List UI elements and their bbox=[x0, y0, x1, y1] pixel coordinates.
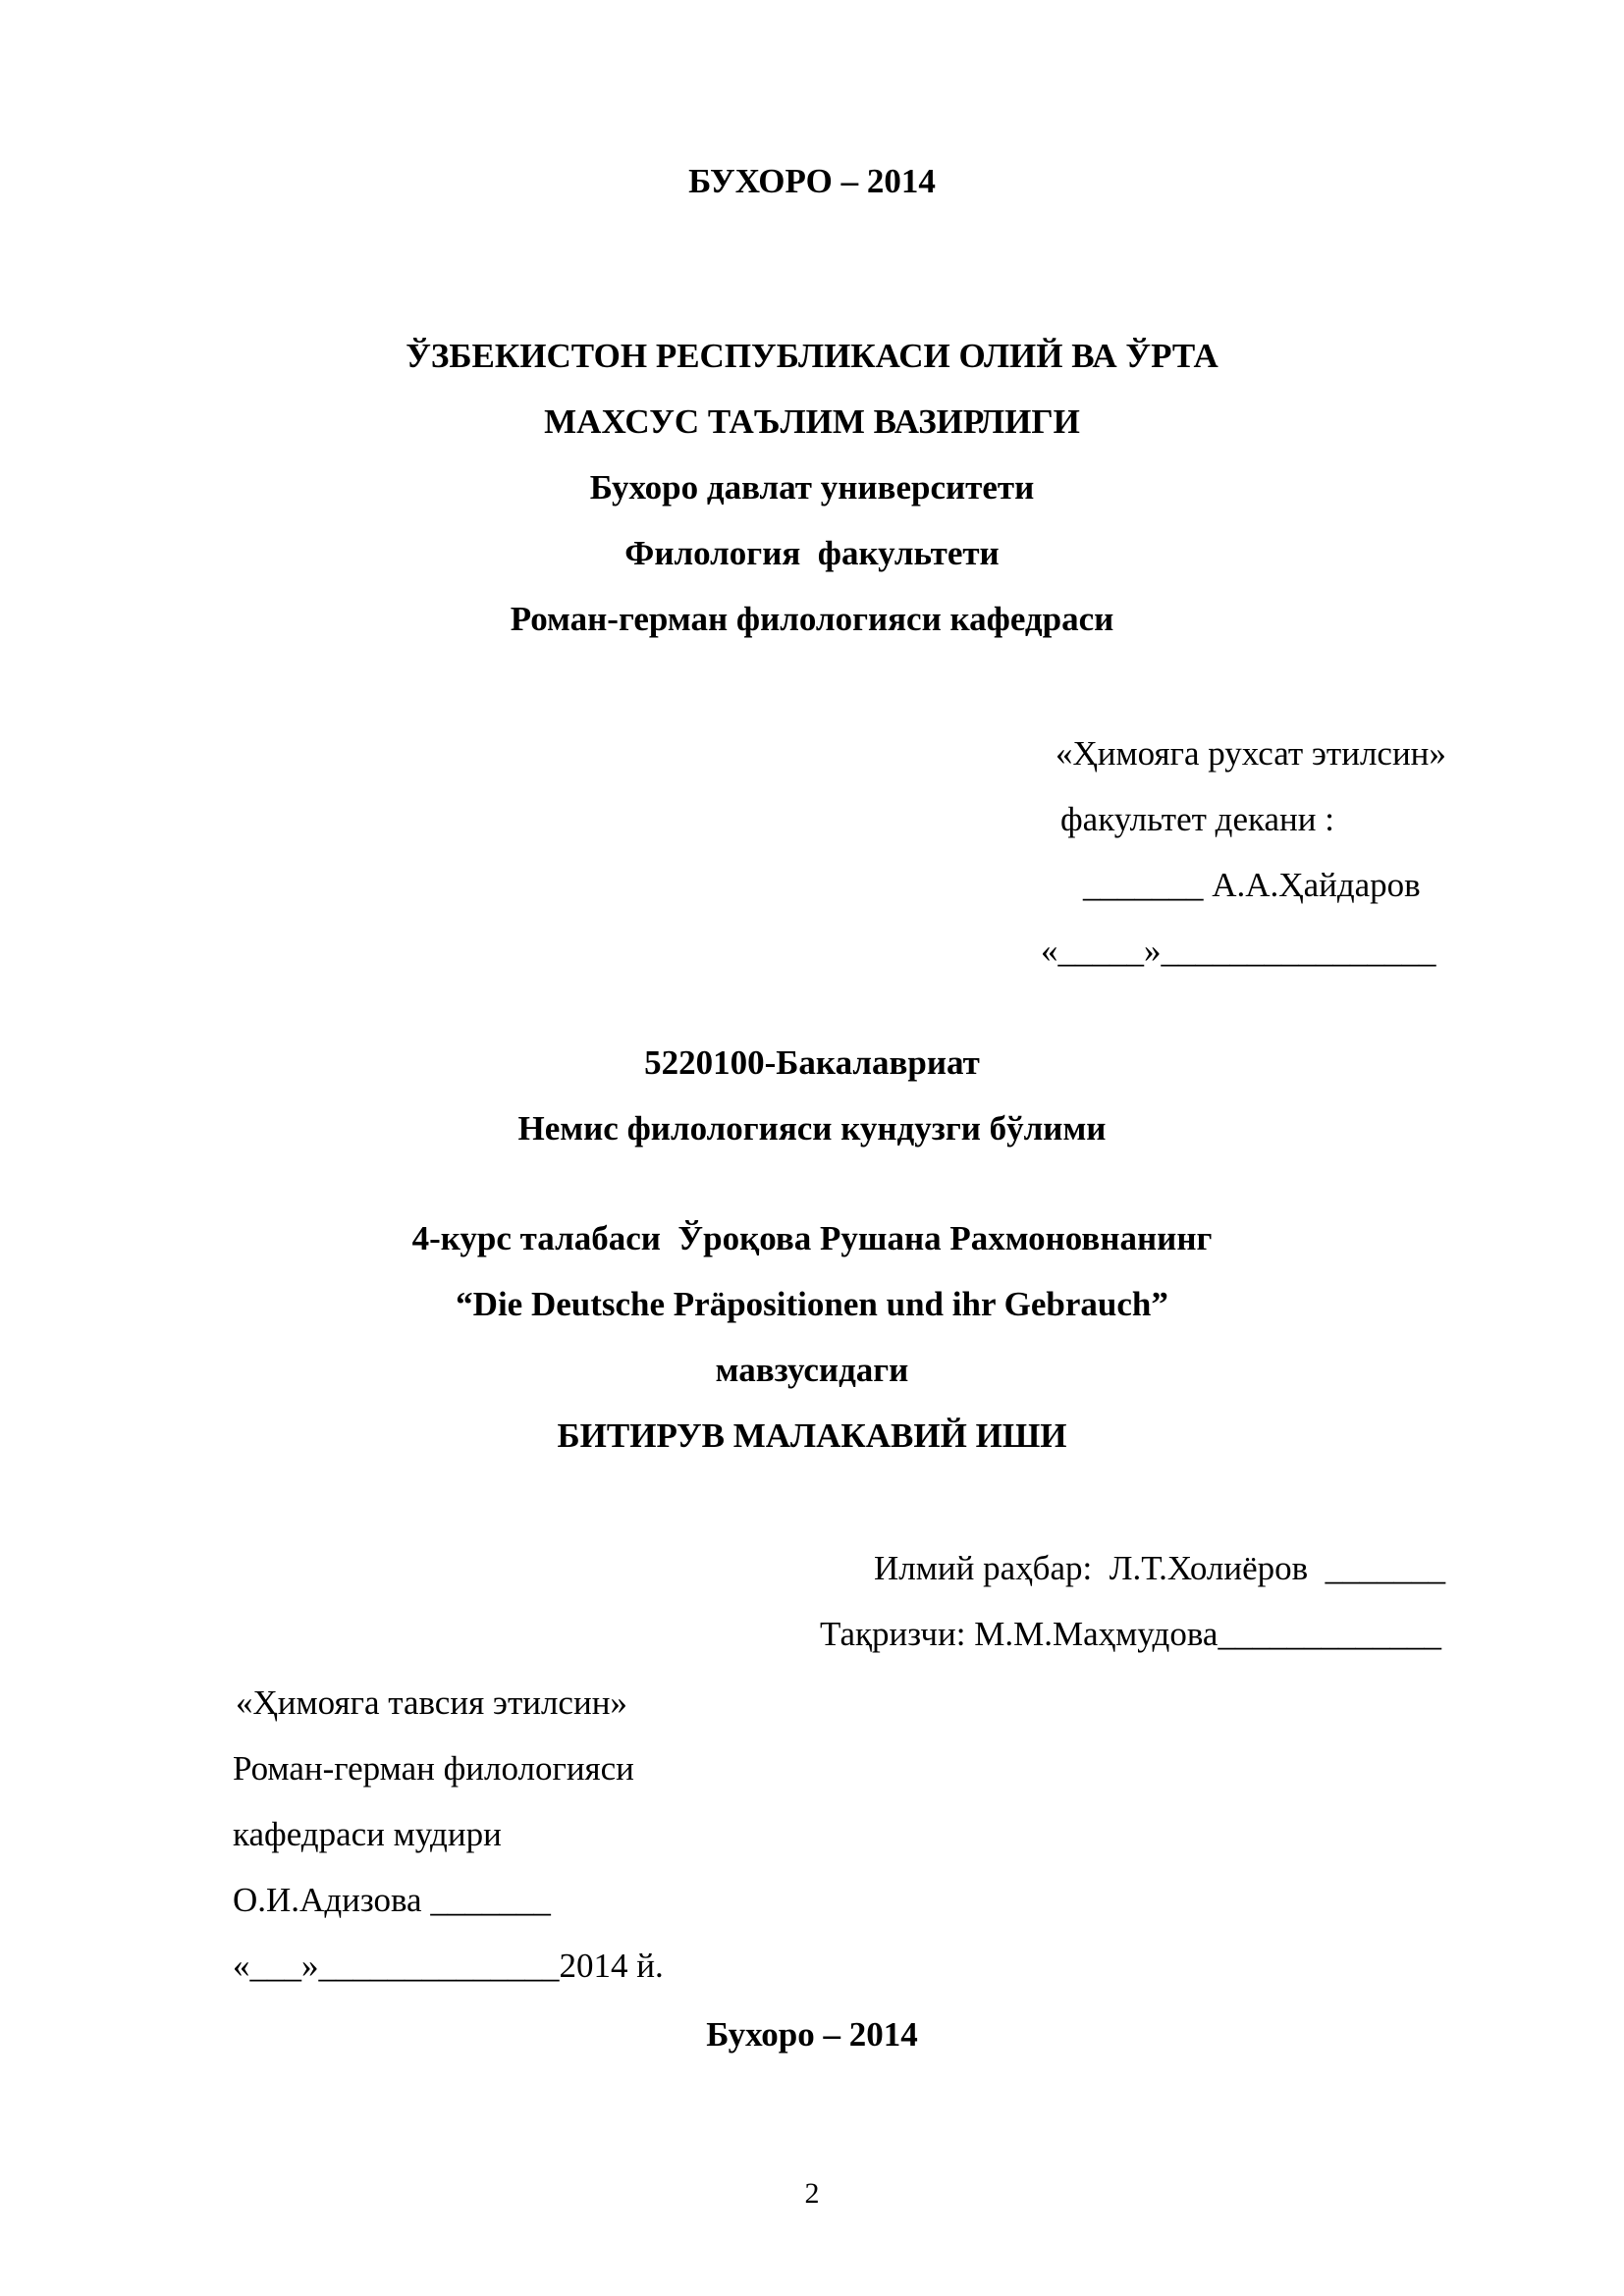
ministry-line-1: ЎЗБЕКИСТОН РЕСПУБЛИКАСИ ОЛИЙ ВА ЎРТА bbox=[406, 337, 1218, 375]
topic-word: мавзусидаги bbox=[715, 1351, 909, 1389]
recommendation-head-title: кафедраси мудири bbox=[233, 1815, 502, 1853]
program-division: Немис филологияси кундузги бўлими bbox=[517, 1109, 1107, 1148]
university-name: Бухоро давлат университети bbox=[589, 468, 1035, 507]
approval-date-line: «_____»________________ bbox=[1041, 932, 1436, 970]
dean-title: факультет декани : bbox=[1060, 800, 1334, 838]
page-number: 2 bbox=[804, 2177, 820, 2210]
ministry-line-2: МАХСУС ТАЪЛИМ ВАЗИРЛИГИ bbox=[544, 402, 1080, 441]
defense-recommendation: «Ҳимояга тавсия этилсин» bbox=[236, 1683, 627, 1722]
thesis-title: “Die Deutsche Präpositionen und ihr Gebrauch” bbox=[456, 1285, 1168, 1323]
recommendation-department: Роман-герман филологияси bbox=[233, 1749, 634, 1788]
footer-city-year: Бухоро – 2014 bbox=[706, 2015, 918, 2054]
scientific-advisor: Илмий раҳбар: Л.Т.Холиёров _______ bbox=[874, 1549, 1446, 1587]
reviewer: Тақризчи: М.М.Маҳмудова_____________ bbox=[820, 1615, 1441, 1653]
program-code: 5220100-Бакалавриат bbox=[644, 1043, 980, 1082]
defense-permission: «Ҳимояга рухсат этилсин» bbox=[1056, 734, 1446, 773]
student-line: 4-курс талабаси Ўроқова Рушана Рахмоновнанинг bbox=[411, 1219, 1213, 1257]
recommendation-head-signature: О.И.Адизова _______ bbox=[233, 1881, 551, 1919]
department-name: Роман-герман филологияси кафедраси bbox=[510, 600, 1114, 638]
work-type: БИТИРУВ МАЛАКАВИЙ ИШИ bbox=[557, 1416, 1067, 1455]
dean-signature: _______ А.А.Ҳайдаров bbox=[1083, 866, 1421, 904]
recommendation-date-line: «___»______________2014 й. bbox=[233, 1947, 664, 1985]
header-city-year: БУХОРО – 2014 bbox=[688, 162, 936, 200]
faculty-name: Филология факультети bbox=[624, 534, 1000, 572]
